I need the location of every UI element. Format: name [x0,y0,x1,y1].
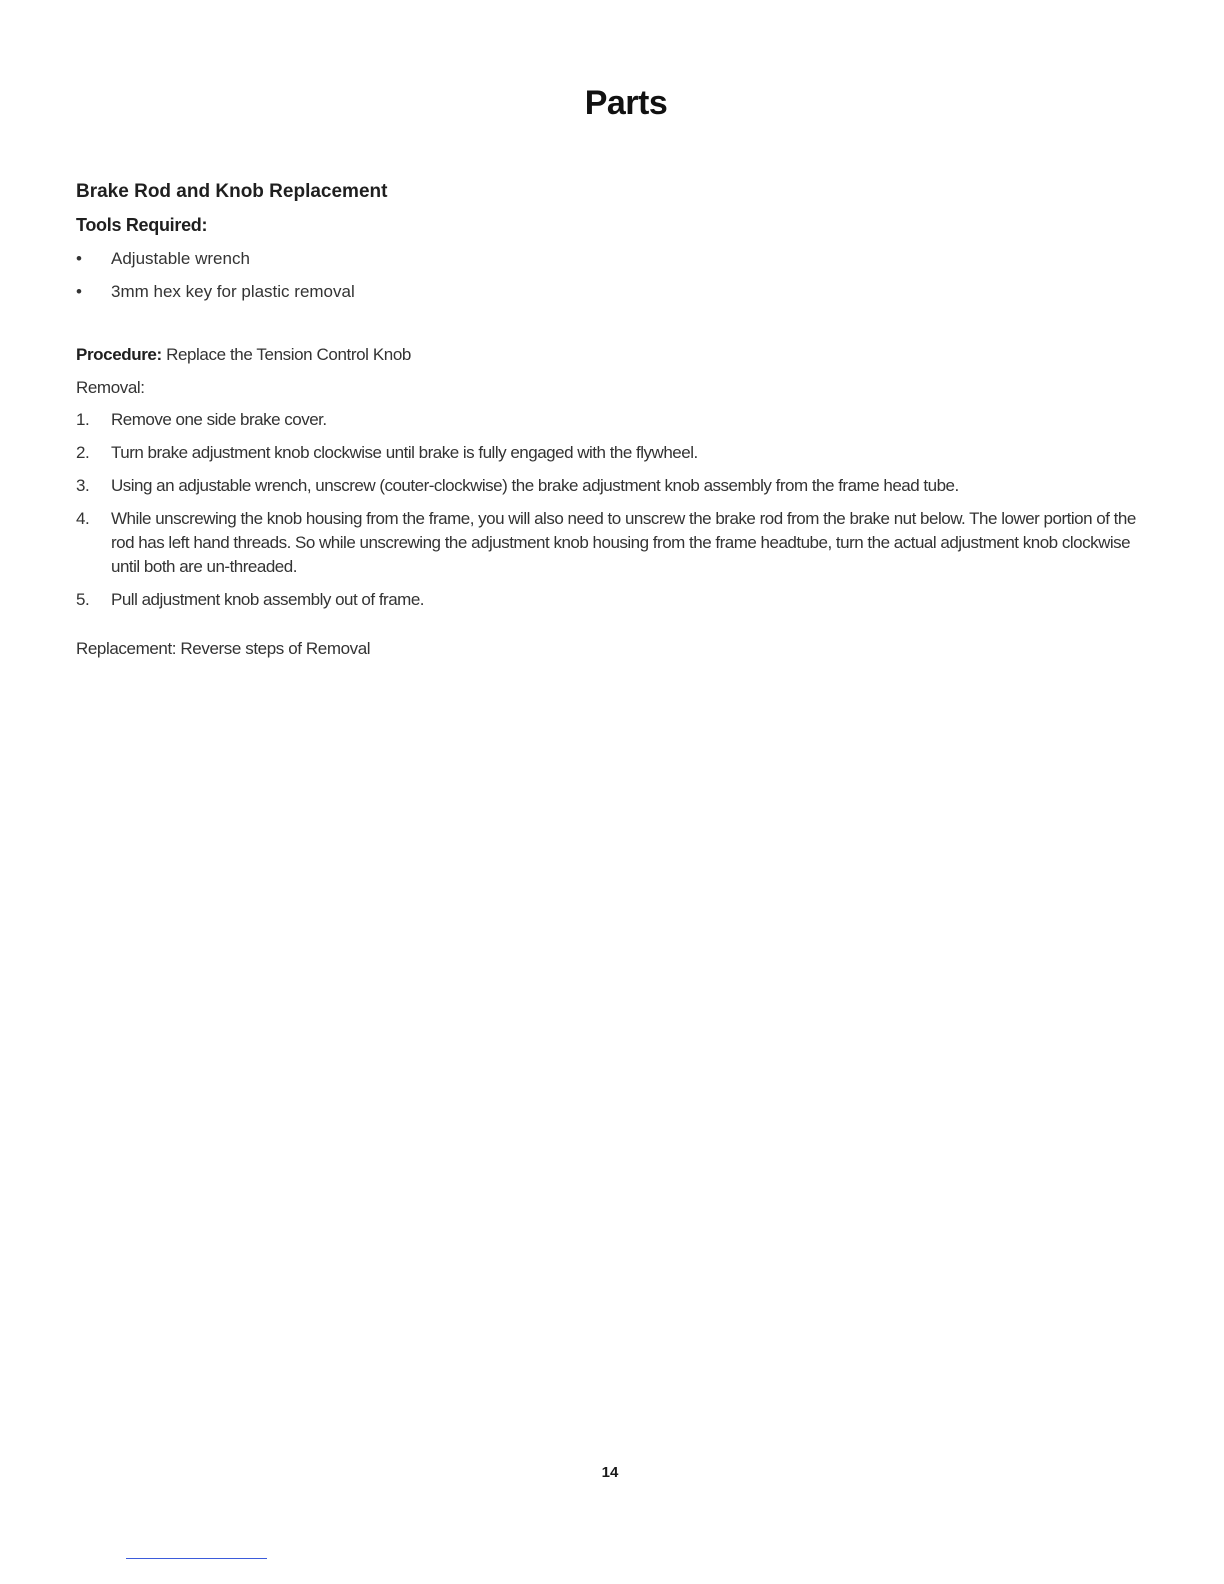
list-item [76,437,1146,470]
step-number: 2. [76,443,90,462]
page-title: Parts [584,84,668,122]
step-text: While unscrewing the knob housing from the frame, you will also need to unscrew the brake rod from the brake nut below. The lower portion of the rod has left hand threads. So while unscrewing the adjustment knob housing from the frame headtube, turn the actual adjustment knob clockwise until both are un-threaded. [111,509,1136,576]
page-number: 14 [601,1464,619,1481]
step-number: 1. [76,410,90,429]
list-item [76,503,1146,584]
procedure-label: Procedure: [76,345,162,364]
step-number: 3. [76,476,90,495]
removal-steps [76,404,1146,617]
step-text: Turn brake adjustment knob clockwise until brake is fully engaged with the flywheel. [111,443,698,462]
list-item [76,404,1146,437]
bullet-icon: • [76,282,82,301]
step-text: Pull adjustment knob assembly out of frame. [111,590,424,609]
section-title: Brake Rod and Knob Replacement [76,181,388,202]
list-item [76,470,1146,503]
footnote-divider [126,1558,267,1559]
tool-label: 3mm hex key for plastic removal [111,282,355,301]
tools-required-heading: Tools Required: [76,215,208,235]
tool-label: Adjustable wrench [111,249,250,268]
removal-label: Removal: [76,378,145,397]
page-content [76,178,1146,661]
step-text: Remove one side brake cover. [111,410,327,429]
replacement-note: Replacement: Reverse steps of Removal [76,639,371,658]
procedure-line [76,338,1146,371]
list-item [76,275,1146,308]
list-item [76,242,1146,275]
list-item [76,584,1146,617]
step-text: Using an adjustable wrench, unscrew (couter-clockwise) the brake adjustment knob assembly from the frame head tube. [111,476,959,495]
procedure-text: Replace the Tension Control Knob [161,345,411,364]
step-number: 4. [76,509,90,528]
bullet-icon: • [76,249,82,268]
step-number: 5. [76,590,90,609]
tools-list [76,242,1146,308]
